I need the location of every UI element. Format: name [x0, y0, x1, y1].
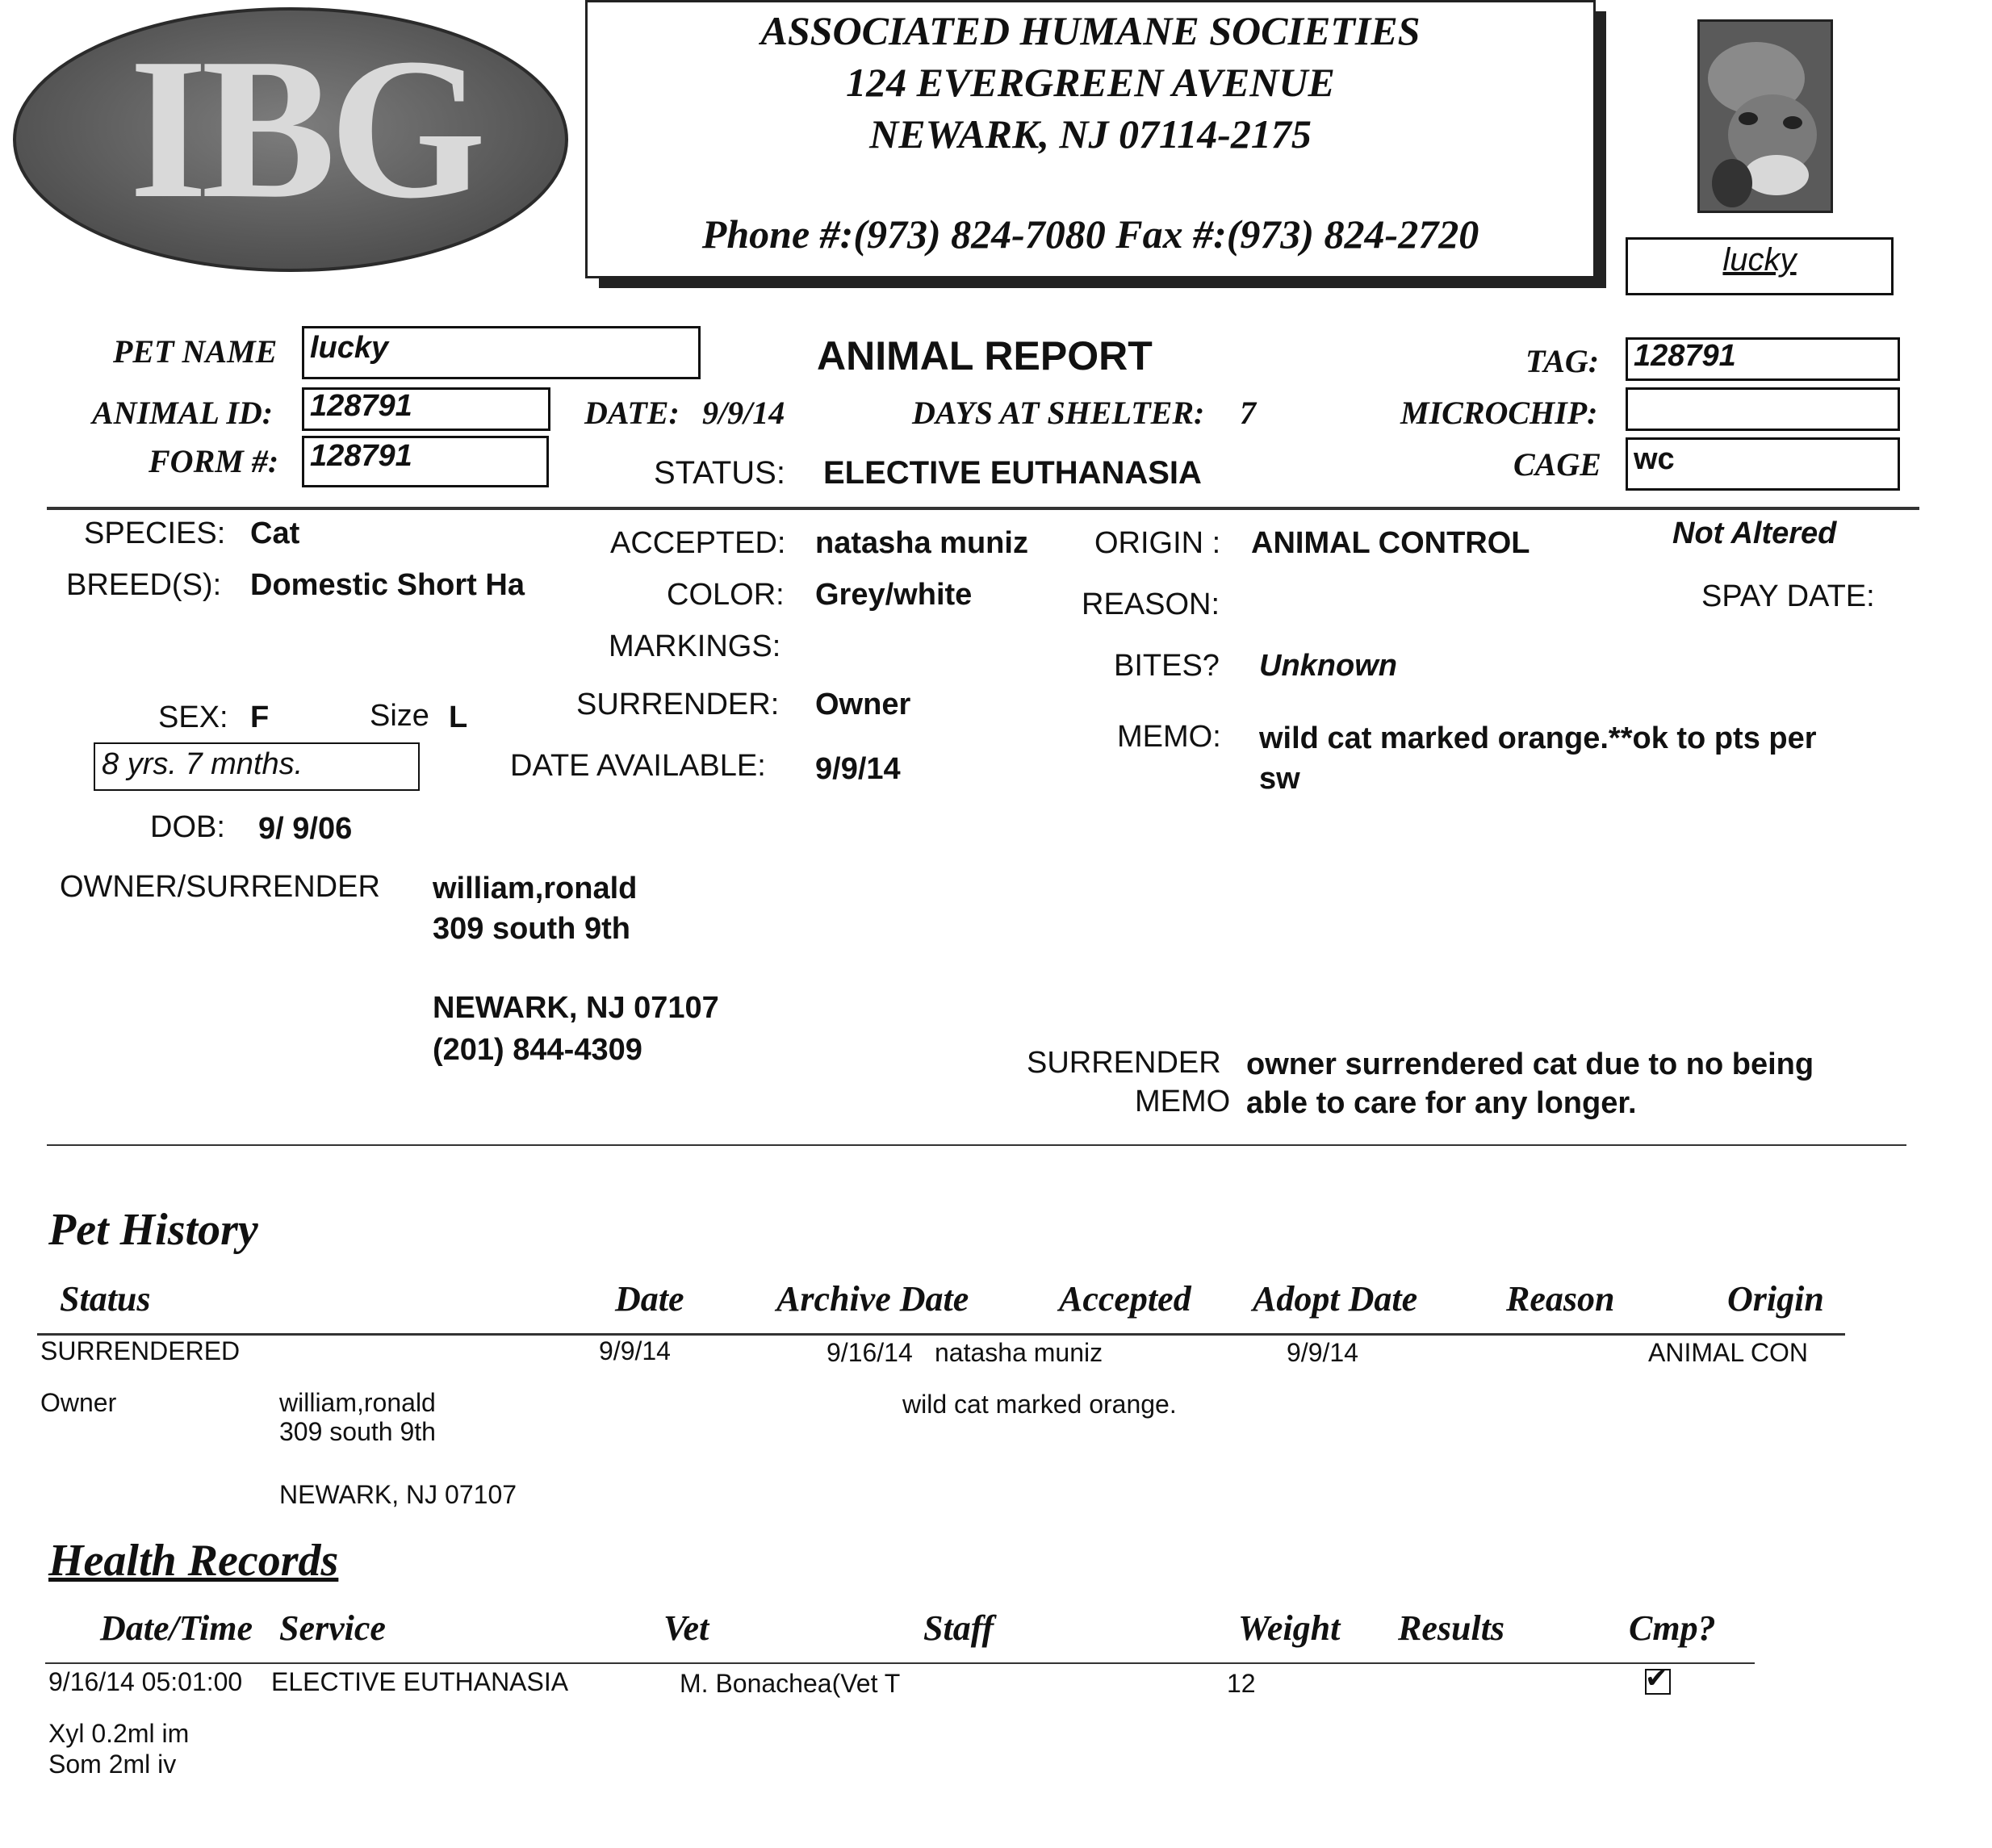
date-label: DATE:: [584, 395, 680, 431]
history-owner-city: NEWARK, NJ 07107: [279, 1480, 517, 1509]
health-header-service: Service: [279, 1608, 386, 1648]
history-owner-street: 309 south 9th: [279, 1417, 436, 1446]
microchip-box: [1626, 387, 1900, 431]
memo-line-1: wild cat marked orange.**ok to pts per: [1259, 721, 1817, 755]
pet-history-title: Pet History: [48, 1205, 258, 1255]
memo-label: MEMO:: [1117, 720, 1221, 754]
history-row-accepted: natasha muniz: [935, 1338, 1103, 1367]
health-header-weight: Weight: [1238, 1608, 1341, 1648]
history-row-archive-date: 9/16/14: [827, 1338, 913, 1367]
dob-value: 9/ 9/06: [258, 812, 353, 846]
health-records-title: Health Records: [48, 1536, 339, 1586]
days-at-shelter-label: DAYS AT SHELTER:: [912, 395, 1205, 431]
date-available-label: DATE AVAILABLE:: [510, 749, 766, 783]
history-header-rule: [37, 1333, 1845, 1336]
history-note: wild cat marked orange.: [902, 1390, 1177, 1419]
cage-label: CAGE: [1513, 446, 1601, 483]
species-label: SPECIES:: [84, 516, 226, 550]
form-number-value: 128791: [310, 439, 412, 473]
health-header-datetime: Date/Time: [100, 1608, 253, 1648]
health-header-vet: Vet: [663, 1608, 709, 1648]
owner-street: 309 south 9th: [433, 912, 630, 946]
history-header-archive-date: Archive Date: [776, 1279, 969, 1319]
cage-value: wc: [1634, 442, 1675, 476]
bites-value: Unknown: [1259, 649, 1397, 683]
surrender-memo-label-2: MEMO: [1135, 1085, 1231, 1118]
middle-divider: [47, 1144, 1906, 1146]
sex-value: F: [250, 700, 270, 734]
history-header-origin: Origin: [1727, 1279, 1824, 1319]
health-header-results: Results: [1398, 1608, 1505, 1648]
animal-id-label: ANIMAL ID:: [92, 395, 274, 431]
size-label: Size: [370, 699, 429, 733]
history-row-origin: ANIMAL CON: [1648, 1338, 1808, 1367]
form-number-label: FORM #:: [149, 443, 279, 479]
top-divider: [47, 507, 1919, 510]
dob-label: DOB:: [150, 810, 225, 844]
org-name: ASSOCIATED HUMANE SOCIETIES: [760, 8, 1421, 53]
history-owner-name: william,ronald: [279, 1388, 436, 1417]
report-title: ANIMAL REPORT: [817, 333, 1153, 378]
tag-value: 128791: [1634, 339, 1736, 373]
origin-value: ANIMAL CONTROL: [1251, 526, 1530, 560]
ibg-logo: [8, 4, 573, 274]
health-row-datetime: 9/16/14 05:01:00: [48, 1667, 243, 1696]
status-label: STATUS:: [654, 455, 785, 491]
health-row-vet: M. Bonachea(Vet T: [680, 1669, 901, 1698]
date-available-value: 9/9/14: [815, 752, 901, 786]
health-header-staff: Staff: [923, 1608, 994, 1648]
cat-photo-icon: [1700, 22, 1831, 211]
logo-text: IBG: [129, 17, 480, 240]
color-value: Grey/white: [815, 578, 973, 612]
accepted-label: ACCEPTED:: [610, 526, 786, 560]
history-owner-label: Owner: [40, 1388, 117, 1417]
owner-phone: (201) 844-4309: [433, 1033, 642, 1067]
history-header-date: Date: [615, 1279, 684, 1319]
status-value: ELECTIVE EUTHANASIA: [823, 455, 1202, 491]
markings-label: MARKINGS:: [609, 629, 781, 663]
history-row-date: 9/9/14: [599, 1336, 671, 1365]
color-label: COLOR:: [667, 578, 785, 612]
health-row-weight: 12: [1227, 1669, 1256, 1698]
sex-label: SEX:: [158, 700, 228, 734]
altered-status: Not Altered: [1672, 516, 1837, 550]
health-header-cmp: Cmp?: [1629, 1608, 1716, 1648]
days-at-shelter-value: 7: [1240, 395, 1256, 431]
owner-city: NEWARK, NJ 07107: [433, 991, 719, 1025]
surrender-memo-line-1: owner surrendered cat due to no being: [1246, 1047, 1814, 1081]
health-note-2: Som 2ml iv: [48, 1750, 177, 1779]
org-header-box: [585, 0, 1596, 278]
memo-line-2: sw: [1259, 762, 1300, 796]
org-city: NEWARK, NJ 07114-2175: [869, 111, 1312, 157]
microchip-label: MICROCHIP:: [1400, 395, 1598, 431]
pet-name-label: PET NAME: [113, 333, 278, 370]
health-header-rule: [45, 1662, 1755, 1664]
breed-label: BREED(S):: [66, 568, 222, 602]
reason-label: REASON:: [1082, 587, 1220, 621]
bites-label: BITES?: [1114, 649, 1220, 683]
age-value: 8 yrs. 7 mnths.: [102, 747, 303, 781]
animal-id-value: 128791: [310, 389, 412, 423]
history-header-status: Status: [60, 1279, 151, 1319]
history-header-reason: Reason: [1506, 1279, 1615, 1319]
owner-name: william,ronald: [433, 872, 638, 905]
origin-label: ORIGIN :: [1094, 526, 1221, 560]
size-value: L: [449, 700, 468, 734]
species-value: Cat: [250, 516, 300, 550]
surrender-value: Owner: [815, 688, 911, 721]
pet-photo: [1697, 19, 1833, 213]
breed-value: Domestic Short Ha: [250, 568, 525, 602]
org-address: 124 EVERGREEN AVENUE: [846, 60, 1335, 105]
health-row-service: ELECTIVE EUTHANASIA: [271, 1667, 569, 1696]
surrender-label: SURRENDER:: [576, 688, 780, 721]
owner-surrender-label: OWNER/SURRENDER: [60, 870, 380, 904]
tag-label: TAG:: [1525, 343, 1600, 379]
history-header-accepted: Accepted: [1059, 1279, 1191, 1319]
photo-caption: lucky: [1722, 242, 1797, 278]
history-header-adopt-date: Adopt Date: [1253, 1279, 1418, 1319]
org-phone-fax: Phone #:(973) 824-7080 Fax #:(973) 824-2720: [701, 211, 1479, 257]
surrender-memo-label-1: SURRENDER: [1027, 1046, 1221, 1080]
date-value: 9/9/14: [702, 395, 785, 431]
health-note-1: Xyl 0.2ml im: [48, 1719, 190, 1748]
accepted-value: natasha muniz: [815, 526, 1028, 560]
surrender-memo-line-2: able to care for any longer.: [1246, 1086, 1637, 1120]
pet-name-value: lucky: [310, 331, 389, 365]
history-row-status: SURRENDERED: [40, 1336, 241, 1365]
history-row-adopt-date: 9/9/14: [1287, 1338, 1358, 1367]
spay-date-label: SPAY DATE:: [1701, 579, 1875, 613]
checkmark-icon: ✔: [1645, 1662, 1668, 1695]
